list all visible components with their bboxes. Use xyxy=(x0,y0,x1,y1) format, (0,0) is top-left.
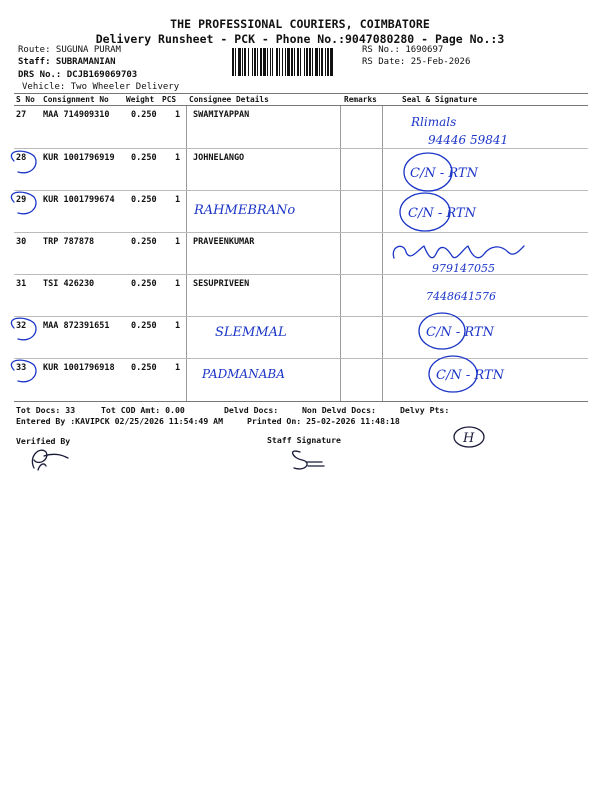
row-circle-32 xyxy=(11,318,36,340)
row-consignment: KUR 1001796919 xyxy=(43,153,115,163)
row-consignment: MAA 714909310 xyxy=(43,110,110,120)
runsheet-subtitle: Delivery Runsheet - PCK - Phone No.:9047080280 - Page No.:3 xyxy=(95,32,505,46)
staff-signature xyxy=(293,451,324,469)
row-sno: 30 xyxy=(16,237,27,247)
col-pcs: PCS xyxy=(162,95,177,104)
col-sno: S No xyxy=(16,95,35,104)
staff-signature-label: Staff Signature xyxy=(267,435,341,445)
row-pcs: 1 xyxy=(175,237,181,247)
row-pcs: 1 xyxy=(175,110,181,120)
r27-phone: 94446 59841 xyxy=(428,133,509,147)
r33-cln-rtn: C/N - RTN xyxy=(436,368,504,383)
row-pcs: 1 xyxy=(175,321,181,331)
delvy-pts: Delvy Pts: xyxy=(400,405,450,415)
row-consignee: SWAMIYAPPAN xyxy=(193,110,250,120)
row-circle-29 xyxy=(11,192,36,214)
row-sno: 27 xyxy=(16,110,27,120)
r27-signature: Rlimals xyxy=(411,115,457,129)
row-consignment: TSI 426230 xyxy=(43,279,95,289)
row-sno: 33 xyxy=(16,363,27,373)
row-consignee: PRAVEENKUMAR xyxy=(193,237,255,247)
row-consignment: KUR 1001799674 xyxy=(43,195,115,205)
r32-handwritten-name: SLEMMAL xyxy=(215,325,287,340)
row30-tamil-signature xyxy=(393,246,524,258)
non-delvd-docs: Non Delvd Docs: xyxy=(302,405,376,415)
row-consignment: MAA 872391651 xyxy=(43,321,110,331)
vehicle-label: Vehicle: Two Wheeler Delivery xyxy=(22,82,180,92)
row-circle-28 xyxy=(11,151,36,173)
col-weight: Weight xyxy=(126,95,155,104)
r33-handwritten-name: PADMANABA xyxy=(202,367,285,381)
row-weight: 0.250 xyxy=(131,110,157,120)
row-circle-33 xyxy=(11,360,36,382)
row-pcs: 1 xyxy=(175,363,181,373)
verified-by-label: Verified By xyxy=(16,436,71,446)
col-consignee: Consignee Details xyxy=(189,95,269,104)
row-pcs: 1 xyxy=(175,279,181,289)
row-sno: 31 xyxy=(16,279,27,289)
row-weight: 0.250 xyxy=(131,321,157,331)
col-remarks: Remarks xyxy=(344,95,377,104)
row-consignee: SESUPRIVEEN xyxy=(193,279,250,289)
col-consignment: Consignment No xyxy=(43,95,109,104)
tot-cod-amt: Tot COD Amt: 0.00 xyxy=(101,405,185,415)
row-weight: 0.250 xyxy=(131,363,157,373)
r30-phone: 979147055 xyxy=(432,262,495,275)
verified-signature xyxy=(32,450,68,470)
drs-number: DRS No.: DCJB169069703 xyxy=(18,70,138,80)
company-title: THE PROFESSIONAL COURIERS, COIMBATORE xyxy=(170,17,430,31)
row-sno: 28 xyxy=(16,153,27,163)
rs-date: RS Date: 25-Feb-2026 xyxy=(362,57,471,67)
row-weight: 0.250 xyxy=(131,195,157,205)
row-pcs: 1 xyxy=(175,195,181,205)
row-sno: 29 xyxy=(16,195,27,205)
row-weight: 0.250 xyxy=(131,279,157,289)
r31-phone: 7448641576 xyxy=(426,290,496,303)
row-consignment: TRP 787878 xyxy=(43,237,95,247)
col-seal: Seal & Signature xyxy=(402,95,478,104)
entered-by: Entered By :KAVIPCK 02/25/2026 11:54:49 AM xyxy=(16,416,224,426)
verified-mark-letter: H xyxy=(463,431,475,446)
rs-number: RS No.: 1690697 xyxy=(362,45,444,55)
row-pcs: 1 xyxy=(175,153,181,163)
row-consignment: KUR 1001796918 xyxy=(43,363,115,373)
delvd-docs: Delvd Docs: xyxy=(224,405,279,415)
row-sno: 32 xyxy=(16,321,27,331)
row-weight: 0.250 xyxy=(131,237,157,247)
tot-docs: Tot Docs: 33 xyxy=(16,405,76,415)
row-consignee: JOHNELANGO xyxy=(193,153,245,163)
row-weight: 0.250 xyxy=(131,153,157,163)
printed-on: Printed On: 25-02-2026 11:48:18 xyxy=(247,416,400,426)
route-label: Route: SUGUNA PURAM xyxy=(18,45,121,55)
r29-cln-rtn: C/N - RTN xyxy=(408,206,476,221)
staff-label: Staff: SUBRAMANIAN xyxy=(18,57,116,67)
r28-cln-rtn: C/N - RTN xyxy=(410,166,478,181)
r29-handwritten-name: RAHMEBRANo xyxy=(194,203,296,218)
r32-cln-rtn: C/N - RTN xyxy=(426,325,494,340)
